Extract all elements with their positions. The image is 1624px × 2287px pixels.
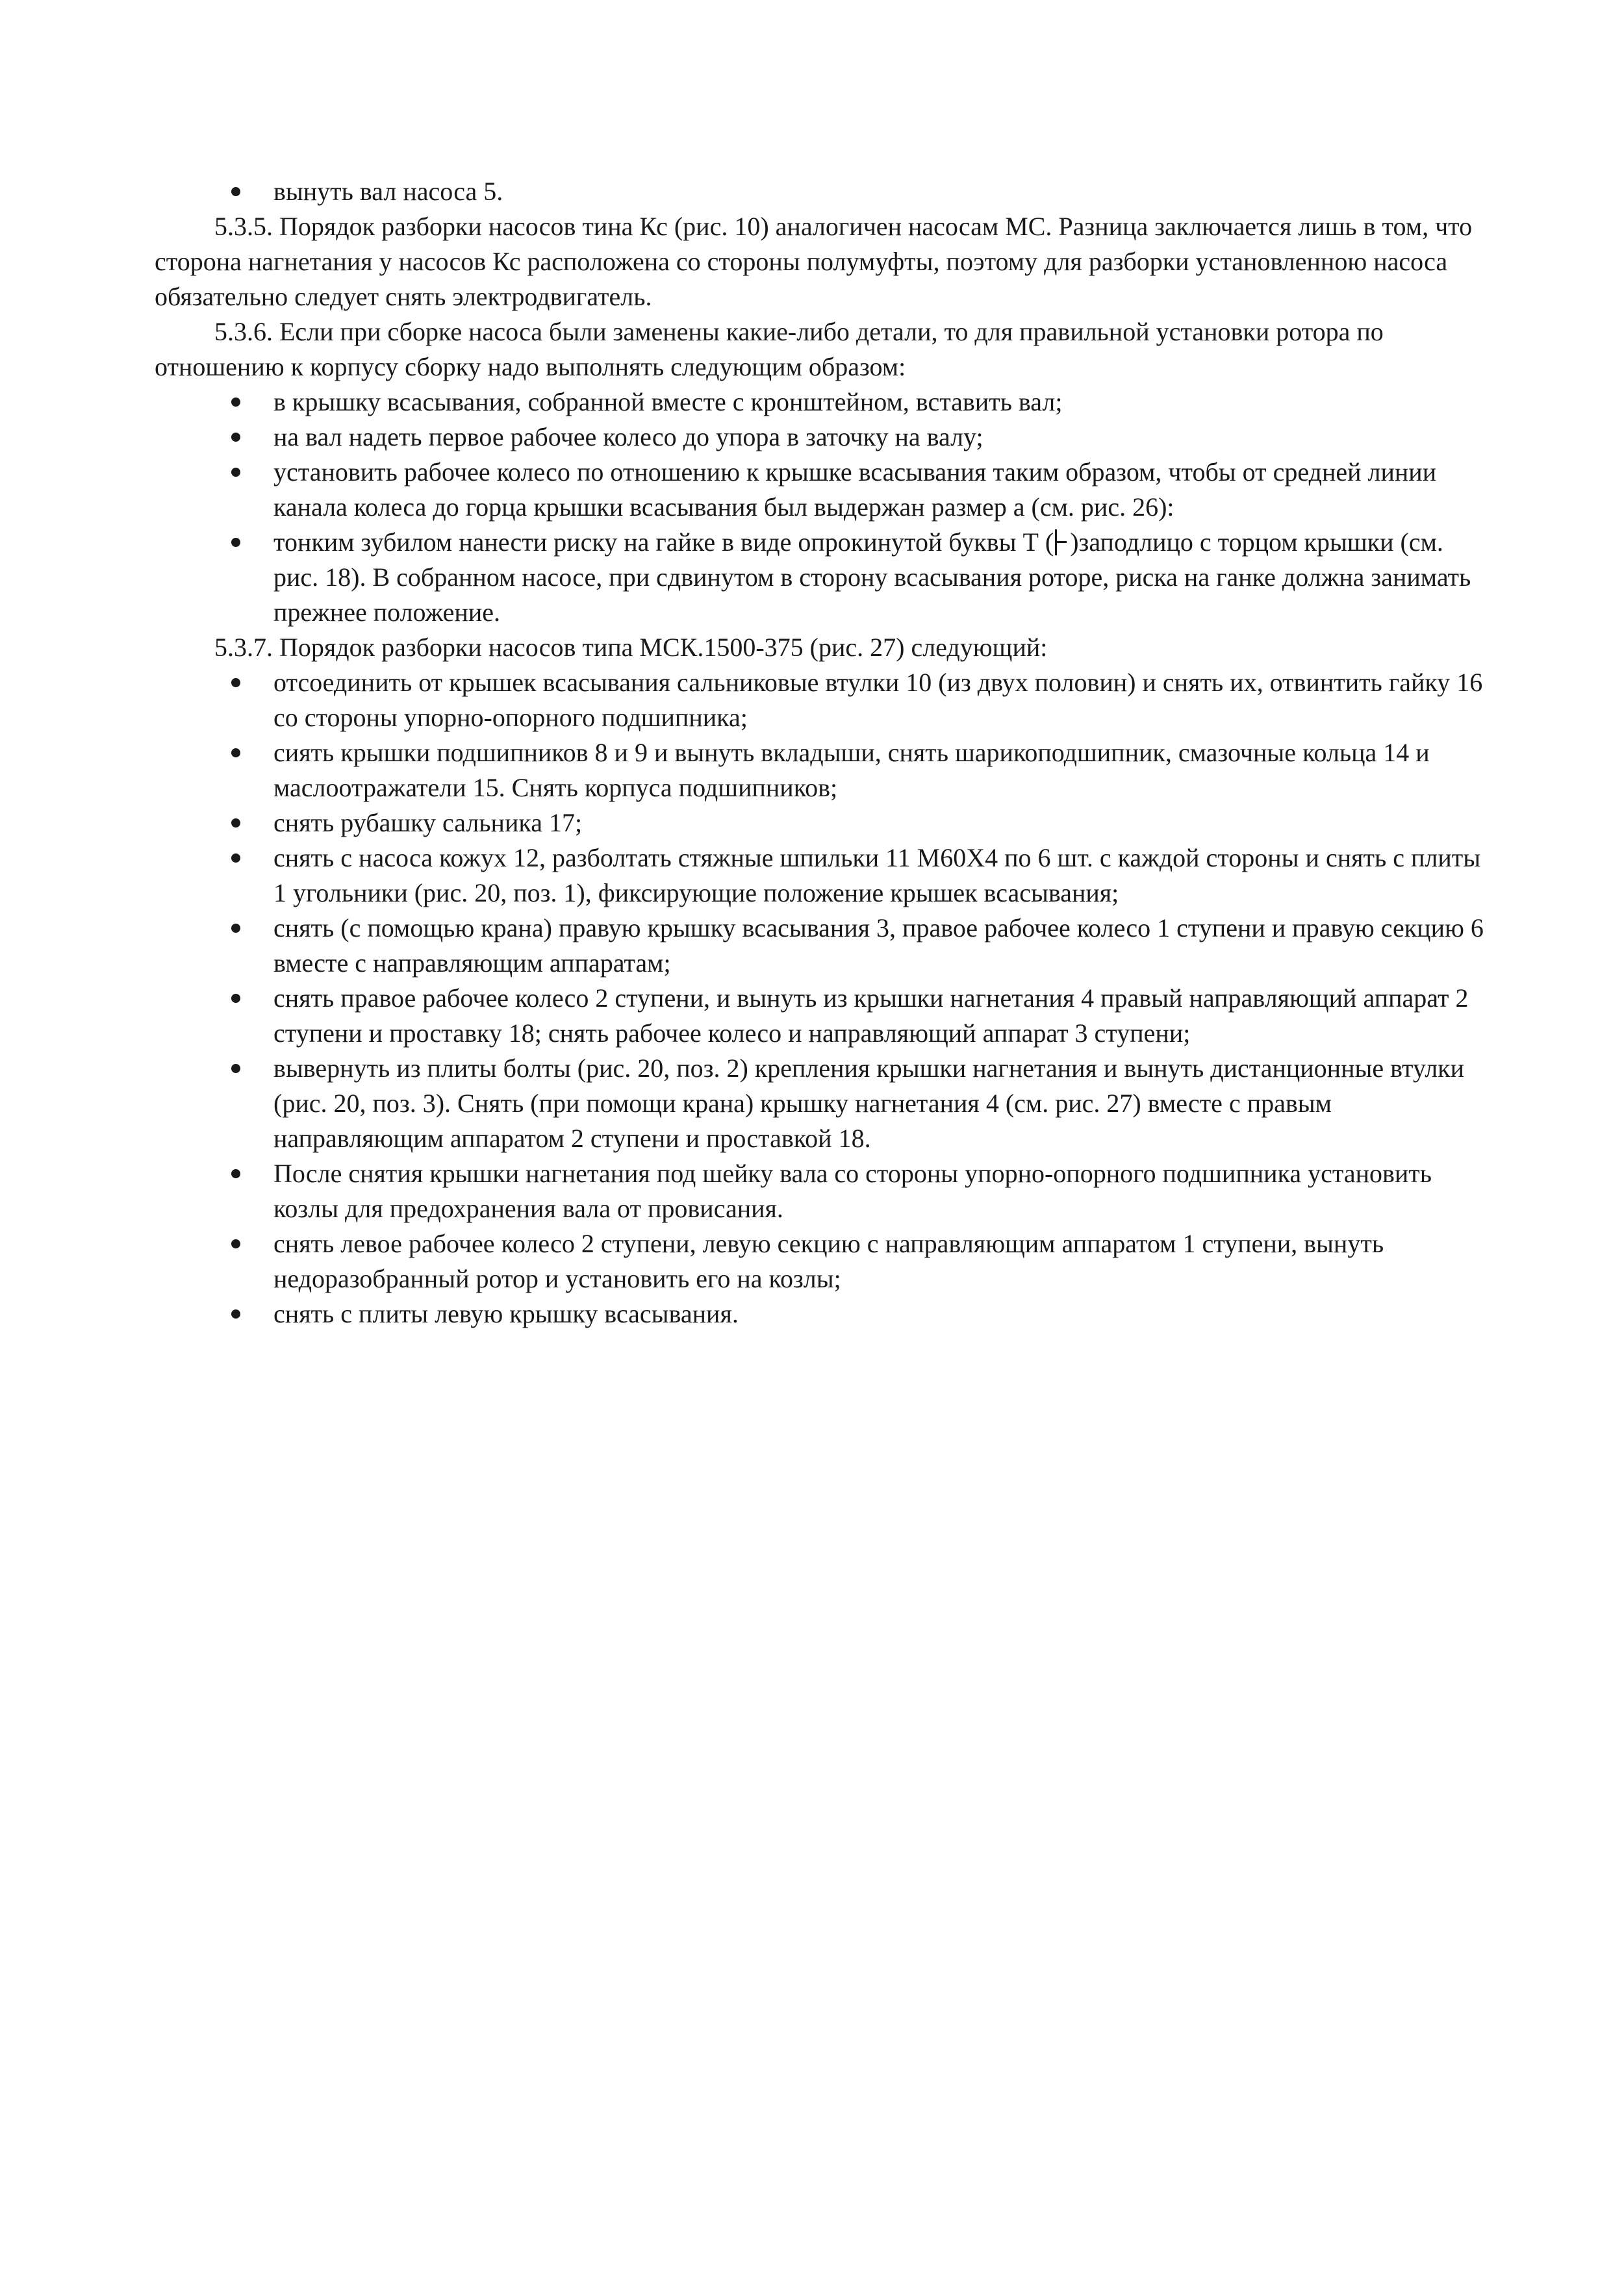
list-item: снять левое рабочее колесо 2 ступени, левую секцию с направляющим аппаратом 1 ступени, вынуть недоразобранный ротор и установить его на козлы; <box>155 1226 1486 1296</box>
bullet-icon <box>231 748 240 757</box>
list-item: отсоединить от крышек всасывания сальниковые втулки 10 (из двух половин) и снять их, отвинтить гайку 16 со стороны упорно-опорного подшипника; <box>155 665 1486 735</box>
bullet-icon <box>231 994 240 1003</box>
list-item: вывернуть из плиты болты (рис. 20, поз. 2) крепления крышки нагнетания и вынуть дистанционные втулки (рис. 20, поз. 3). Снять (при помощи крана) крышку нагнетания 4 (см. рис. 27) вместе с правым направляющим аппаратом 2 ступени и проставкой 18. <box>155 1051 1486 1156</box>
bullet-icon <box>231 468 240 477</box>
list-item: на вал надеть первое рабочее колесо до упора в заточку на валу; <box>155 420 1486 455</box>
bullet-icon <box>231 538 240 547</box>
bullet-icon <box>231 433 240 442</box>
bullet-icon <box>231 187 240 196</box>
bullet-icon <box>231 1309 240 1319</box>
bullet-icon <box>231 853 240 863</box>
list-item: установить рабочее колесо по отношению к крышке всасывания таким образом, чтобы от средней линии канала колеса до горца крышки всасывания был выдержан размер а (см. рис. 26): <box>155 455 1486 525</box>
paragraph-5-3-7: 5.3.7. Порядок разборки насосов типа МСК.1500-375 (рис. 27) следующий: <box>214 633 1048 662</box>
list-item: снять (с помощью крана) правую крышку всасывания 3, правое рабочее колесо 1 ступени и правую секцию 6 вместе с направляющим аппаратам; <box>155 911 1486 981</box>
bullet-icon <box>231 1239 240 1248</box>
t-mark-symbol-icon <box>1055 529 1069 555</box>
bullet-icon <box>231 1169 240 1178</box>
list-item: снять с насоса кожух 12, разболтать стяжные шпильки 11 М60Х4 по 6 шт. с каждой стороны и снять с плиты 1 угольники (рис. 20, поз. 1), фиксирующие положение крышек всасывания; <box>155 840 1486 911</box>
list-item: вынуть вал насоса 5. <box>155 174 1486 209</box>
bullet-icon <box>231 678 240 687</box>
list-item: После снятия крышки нагнетания под шейку вала со стороны упорно-опорного подшипника установить козлы для предохранения вала от провисания. <box>155 1156 1486 1226</box>
paragraph-5-3-6: 5.3.6. Если при сборке насоса были заменены какие-либо детали, то для правильной установки ротора по отношению к корпусу сборку надо выполнять следующим образом: <box>155 317 1384 381</box>
bullet-icon <box>231 924 240 933</box>
list-item: снять рубашку сальника 17; <box>155 805 1486 840</box>
list-item: снять с плиты левую крышку всасывания. <box>155 1296 1486 1332</box>
document-body <box>155 174 1486 1332</box>
bullet-icon <box>231 398 240 407</box>
bullet-icon <box>231 1064 240 1073</box>
list-item: тонким зубилом нанести риску на гайке в виде опрокинутой буквы Т ( )заподлицо с торцом крышки (см. рис. 18). В собранном насосе, при сдвинутом в сторону всасывания роторе, риска на ганке должна занимать прежнее положение. <box>155 525 1486 630</box>
bullet-icon <box>231 818 240 828</box>
list-item: снять правое рабочее колесо 2 ступени, и вынуть из крышки нагнетания 4 правый направляющий аппарат 2 ступени и проставку 18; снять рабочее колесо и направляющий аппарат 3 ступени; <box>155 981 1486 1051</box>
list-item: сиять крышки подшипников 8 и 9 и вынуть вкладыши, снять шарикоподшипник, смазочные кольца 14 и маслоотражатели 15. Снять корпуса подшипников; <box>155 735 1486 805</box>
list-item: в крышку всасывания, собранной вместе с кронштейном, вставить вал; <box>155 385 1486 420</box>
paragraph-5-3-5: 5.3.5. Порядок разборки насосов тина Кс (рис. 10) аналогичен насосам МС. Разница заключается лишь в том, что сторона нагнетания у насосов Кс расположена со стороны полумуфты, поэтому для разборки установленною насоса обязательно следует снять электродвигатель. <box>155 212 1473 311</box>
